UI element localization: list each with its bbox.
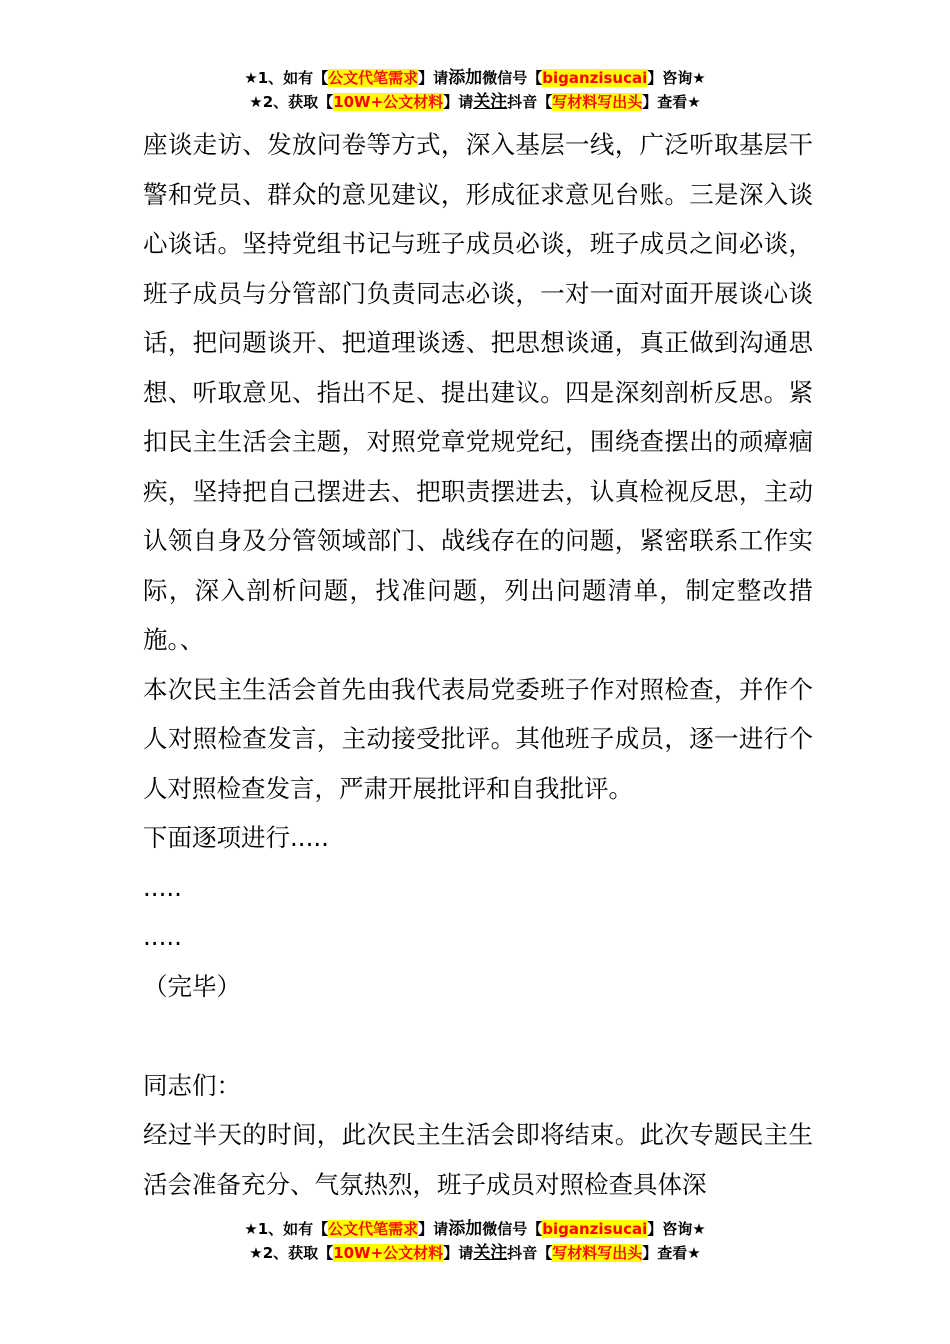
body-paragraph: .....: [143, 922, 182, 951]
banner-text: ★1、如有【: [244, 69, 329, 87]
body-paragraph: 下面逐项进行.....: [143, 823, 329, 852]
body-paragraph: 经过半天的时间，此次民主生活会即将结束。此次专题民主生活会准备充分、气氛热烈，班子成员对照检查具体深: [143, 1120, 813, 1199]
banner-highlight: 公文代笔需求: [328, 69, 419, 87]
banner-text: 抖音【: [507, 93, 553, 111]
banner-highlight: 10W+公文材料: [333, 93, 444, 111]
banner-text: 】咨询★: [647, 69, 706, 87]
banner-highlight: biganzisucai: [542, 1220, 648, 1238]
banner-text: 】请: [418, 1220, 449, 1238]
banner-highlight: 写材料写出头: [552, 1244, 643, 1262]
banner-text: 微信号【: [482, 1220, 543, 1238]
banner-text: 】咨询★: [647, 1220, 706, 1238]
banner-line-1: [0, 1217, 950, 1241]
closing-mark: （完毕）: [143, 971, 241, 1001]
banner-text: 微信号【: [482, 69, 543, 87]
banner-text: 】请: [443, 93, 474, 111]
body-paragraph: 本次民主生活会首先由我代表局党委班子作对照检查，并作个人对照检查发言，主动接受批评。其他班子成员，逐一进行个人对照检查发言，严肃开展批评和自我批评。: [143, 674, 813, 803]
body-paragraph: 座谈走访、发放问卷等方式，深入基层一线，广泛听取基层干警和党员、群众的意见建议，形成征求意见台账。三是深入谈心谈话。坚持党组书记与班子成员必谈，班子成员之间必谈，班子成员与分管部门负责同志必谈，一对一面对面开展谈心谈话，把问题谈开、把道理谈透、把思想谈通，真正做到沟通思想、听取意见、指出不足、提出建议。四是深刻剖析反思。紧扣民主生活会主题，对照党章党规党纪，围绕查摆出的顽瘴痼疾，坚持把自己摆进去、把职责摆进去，认真检视反思，主动认领自身及分管领域部门、战线存在的问题，紧密联系工作实际，深入剖析问题，找准问题，列出问题清单，制定整改措施。、: [143, 130, 813, 654]
document-body: [143, 120, 813, 1209]
banner-emphasis: 添加: [448, 68, 483, 88]
banner-highlight: 公文代笔需求: [328, 1220, 419, 1238]
banner-line-1: [0, 66, 950, 90]
banner-highlight: 10W+公文材料: [333, 1244, 444, 1262]
banner-text: 】请: [443, 1244, 474, 1262]
footer-banner: [0, 1217, 950, 1265]
banner-emphasis: 关注: [473, 92, 508, 112]
banner-emphasis: 添加: [448, 1219, 483, 1239]
banner-line-2: [0, 1241, 950, 1265]
banner-text: 】查看★: [642, 1244, 701, 1262]
banner-text: ★1、如有【: [244, 1220, 329, 1238]
banner-text: 】请: [418, 69, 449, 87]
salutation: 同志们：: [143, 1070, 241, 1100]
banner-text: ★2、获取【: [249, 1244, 334, 1262]
blank-line: [143, 1011, 813, 1061]
banner-text: 抖音【: [507, 1244, 553, 1262]
banner-line-2: [0, 90, 950, 114]
body-paragraph: .....: [143, 872, 182, 902]
header-banner: [0, 66, 950, 114]
banner-text: ★2、获取【: [249, 93, 334, 111]
banner-emphasis: 关注: [473, 1243, 508, 1263]
banner-highlight: 写材料写出头: [552, 93, 643, 111]
banner-highlight: biganzisucai: [542, 69, 648, 87]
banner-text: 】查看★: [642, 93, 701, 111]
